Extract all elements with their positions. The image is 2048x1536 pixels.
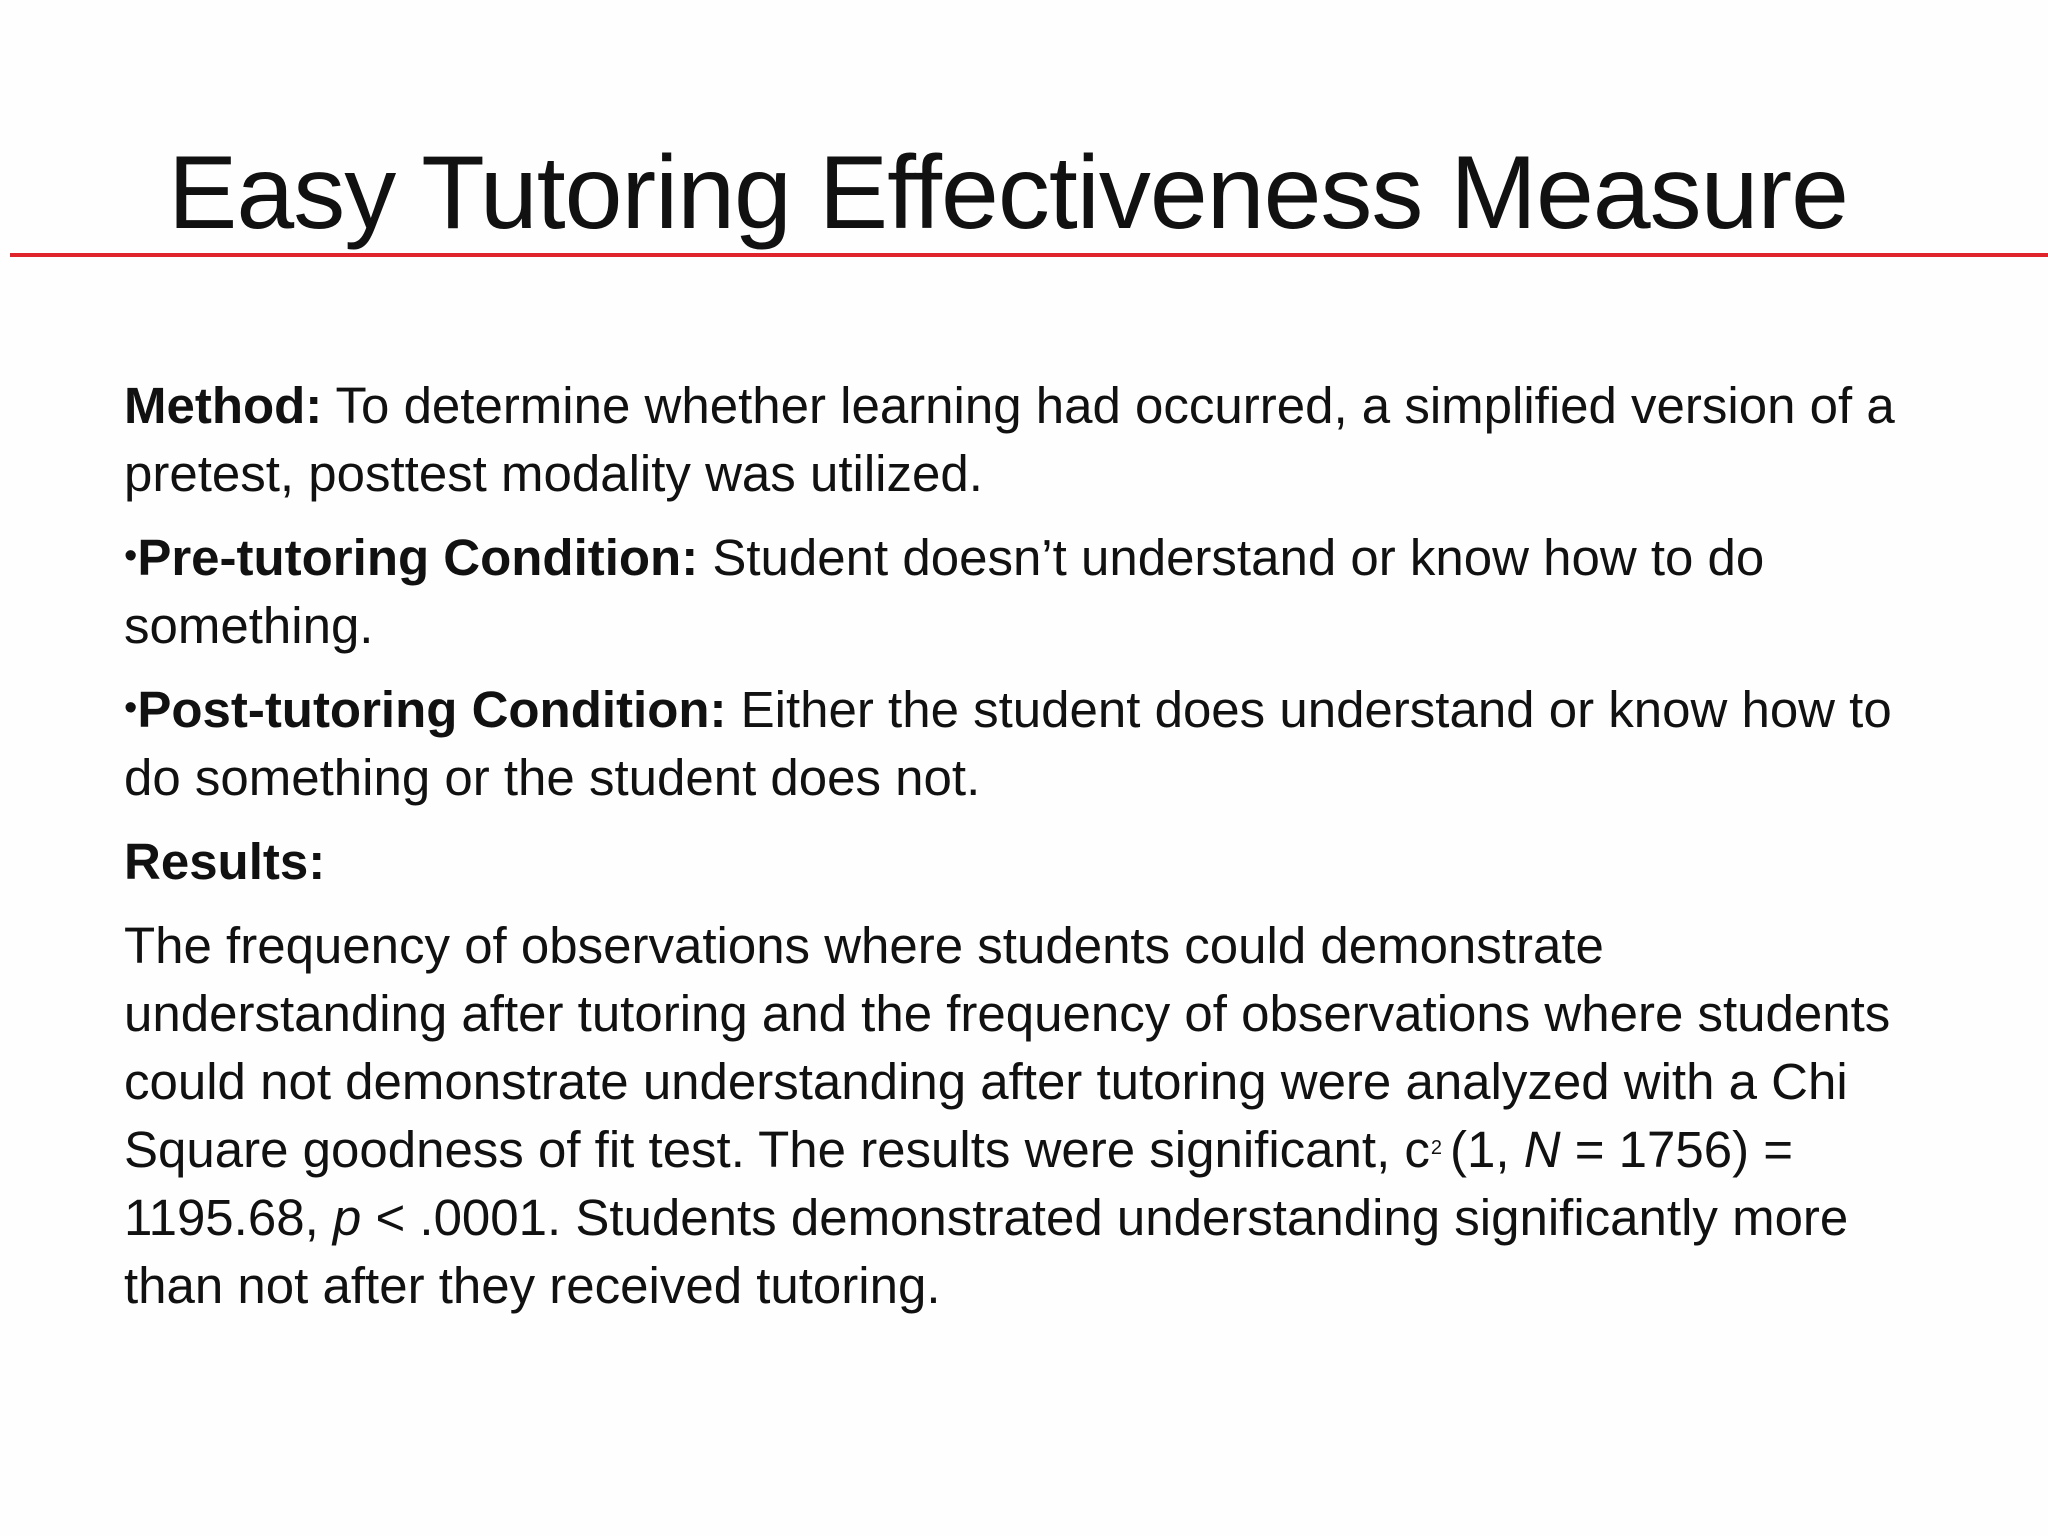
method-text: To determine whether learning had occurred, a simplified version of a pretest, posttest modality was utilized.	[124, 377, 1895, 502]
pre-condition-paragraph	[124, 524, 1924, 660]
chi-square-superscript: 2	[1430, 1137, 1443, 1159]
method-paragraph	[124, 372, 1924, 508]
pre-condition-text: Student doesn’t understand or know how to do something.	[124, 529, 1765, 654]
pre-condition-label: Pre-tutoring Condition:	[137, 529, 699, 586]
results-text-part2: (1,	[1450, 1121, 1524, 1178]
results-heading-paragraph	[124, 828, 1924, 896]
post-condition-text: Either the student does understand or know how to do something or the student does not.	[124, 681, 1892, 806]
results-text-part3: = 1756) = 1195.68,	[124, 1121, 1794, 1246]
title-underline	[10, 253, 2048, 257]
results-text-part1: The frequency of observations where students could demonstrate understanding after tutoring and the frequency of observations where students could not demonstrate understanding after tutoring were analyzed with a Chi Square goodness of fit test. The results were significant, c	[124, 917, 1891, 1178]
post-condition-paragraph	[124, 676, 1924, 812]
post-condition-bullet: •	[124, 687, 138, 729]
post-condition-label: Post-tutoring Condition:	[137, 681, 727, 738]
results-paragraph	[124, 912, 1924, 1320]
slide-body	[124, 372, 1924, 1336]
n-symbol: N	[1523, 1121, 1561, 1178]
p-symbol: p	[332, 1189, 362, 1246]
slide-title: Easy Tutoring Effectiveness Measure	[168, 135, 1848, 251]
results-label: Results:	[124, 833, 326, 890]
results-text-part4: < .0001. Students demonstrated understanding significantly more than not after they received tutoring.	[124, 1189, 1849, 1314]
pre-condition-bullet: •	[124, 535, 138, 577]
method-label: Method:	[124, 377, 323, 434]
